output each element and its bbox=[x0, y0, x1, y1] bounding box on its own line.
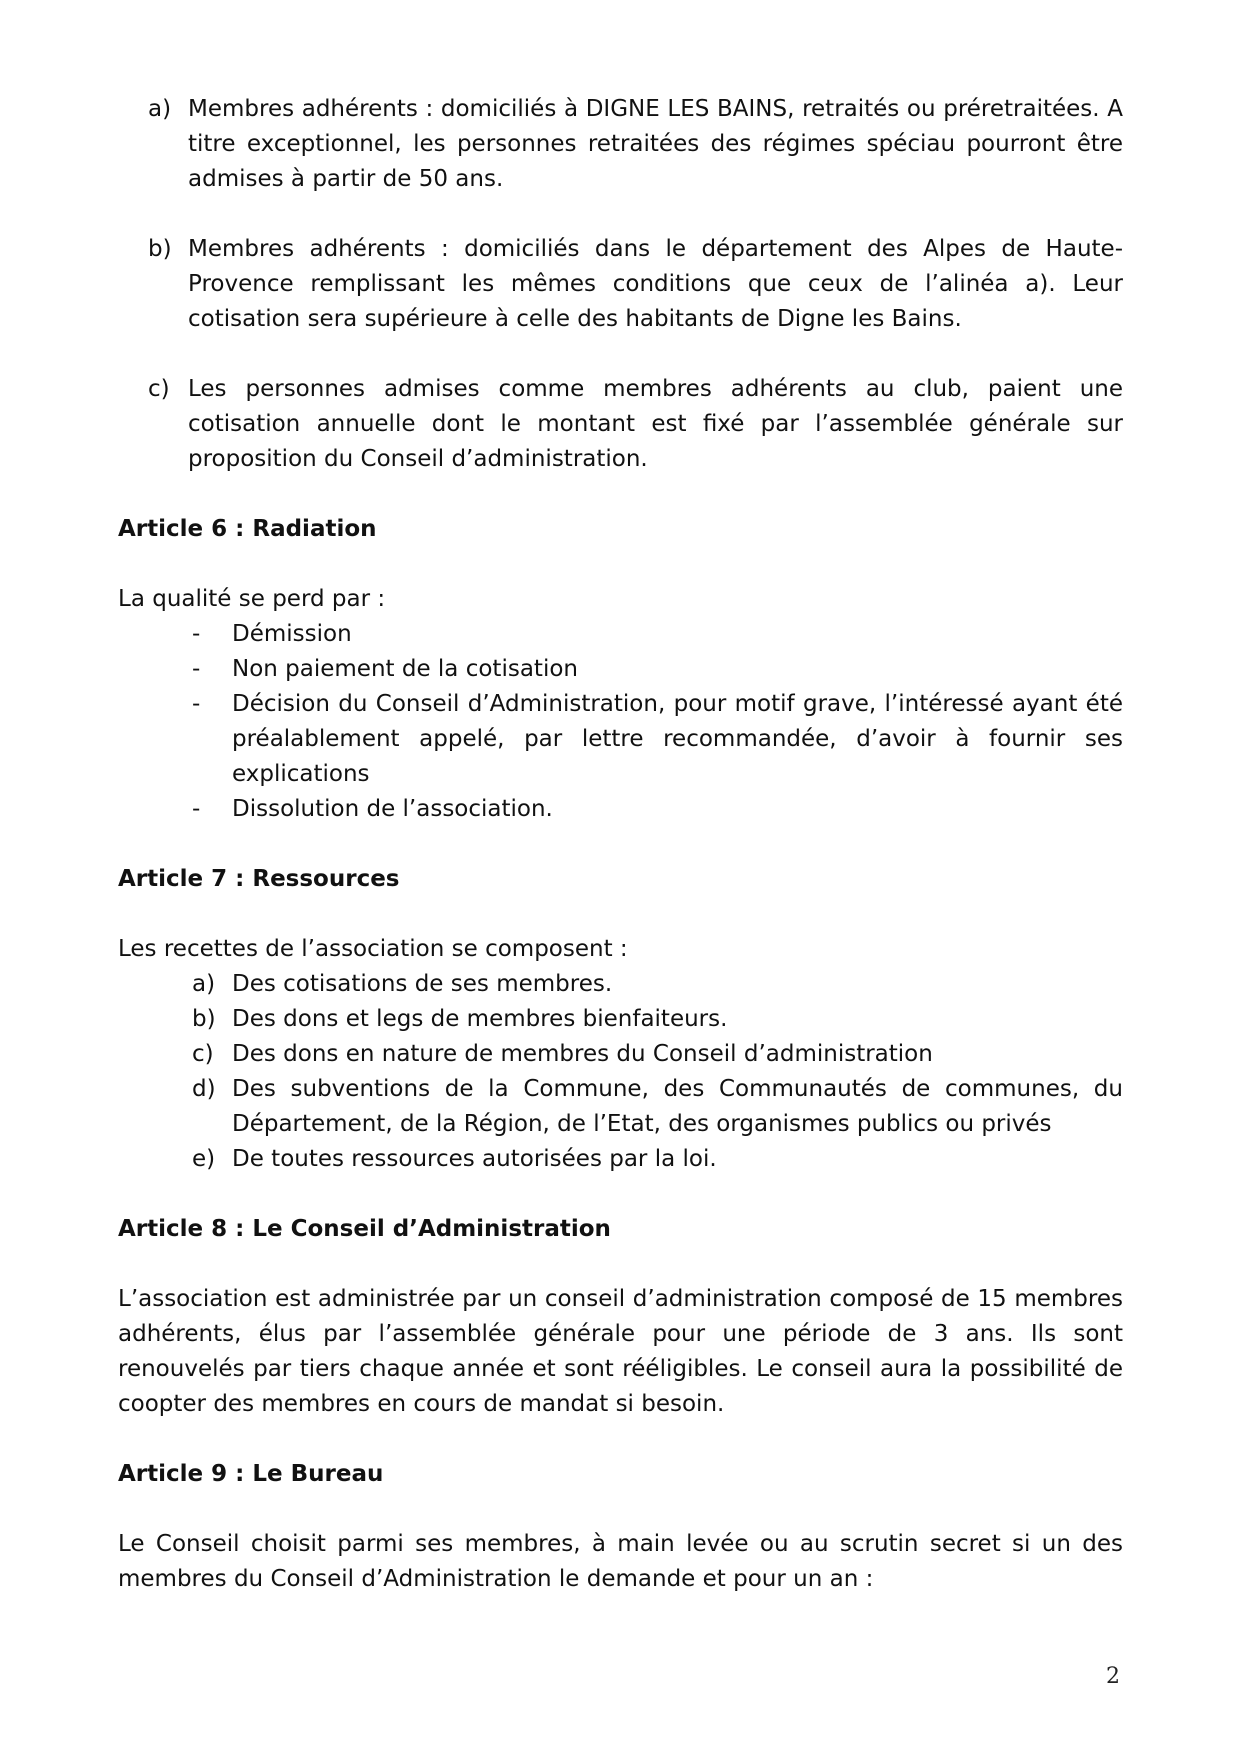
list-item bbox=[118, 372, 1123, 477]
list-item-text: Les personnes admises comme membres adhérents au club, paient une cotisation annuelle dont le montant est fixé par l’assemblée générale sur proposition du Conseil d’administration. bbox=[188, 376, 1123, 472]
list-item-text: Des subventions de la Commune, des Communautés de communes, du Département, de la Région, de l’Etat, des organismes publics ou privés bbox=[232, 1076, 1123, 1137]
article-7-intro: Les recettes de l’association se composent : bbox=[118, 936, 628, 962]
article-6-section bbox=[118, 512, 1123, 827]
article-9-body: Le Conseil choisit parmi ses membres, à main levée ou au scrutin secret si un des membres du Conseil d’Administration le demande et pour un an : bbox=[118, 1531, 1123, 1592]
article-9-heading: Article 9 : Le Bureau bbox=[118, 1461, 384, 1487]
list-marker: b) bbox=[192, 1006, 216, 1032]
list-marker: b) bbox=[148, 236, 172, 262]
article-8-heading: Article 8 : Le Conseil d’Administration bbox=[118, 1216, 611, 1242]
list-marker: - bbox=[192, 796, 201, 822]
page-content bbox=[118, 92, 1123, 1597]
article-6-heading: Article 6 : Radiation bbox=[118, 516, 377, 542]
list-marker: - bbox=[192, 621, 201, 647]
article-7-section bbox=[118, 862, 1123, 1177]
list-item bbox=[118, 232, 1123, 337]
list-marker: c) bbox=[148, 376, 170, 402]
list-marker: d) bbox=[192, 1076, 216, 1102]
list-item-text: Membres adhérents : domiciliés à DIGNE LES BAINS, retraités ou préretraitées. A titre exceptionnel, les personnes retraitées des régimes spéciau pourront être admises à partir de 50 ans. bbox=[188, 96, 1123, 192]
list-item bbox=[118, 967, 1123, 1002]
list-marker: e) bbox=[192, 1146, 216, 1172]
list-item-text: Décision du Conseil d’Administration, pour motif grave, l’intéressé ayant été préalablement appelé, par lettre recommandée, d’avoir à fournir ses explications bbox=[232, 691, 1123, 787]
list-item bbox=[118, 652, 1123, 687]
list-item-text: Membres adhérents : domiciliés dans le département des Alpes de Haute-Provence remplissant les mêmes conditions que ceux de l’alinéa a). Leur cotisation sera supérieure à celle des habitants de Digne les Bains. bbox=[188, 236, 1123, 332]
article-7-heading: Article 7 : Ressources bbox=[118, 866, 400, 892]
list-item bbox=[118, 687, 1123, 792]
article-9-section bbox=[118, 1457, 1123, 1597]
list-item-text: Non paiement de la cotisation bbox=[232, 656, 578, 682]
list-item bbox=[118, 792, 1123, 827]
list-marker: c) bbox=[192, 1041, 214, 1067]
page-number: 2 bbox=[1106, 1664, 1120, 1689]
article-7-list bbox=[118, 967, 1123, 1177]
list-item-text: Dissolution de l’association. bbox=[232, 796, 553, 822]
list-item bbox=[118, 1142, 1123, 1177]
list-item bbox=[118, 92, 1123, 197]
article-6-intro: La qualité se perd par : bbox=[118, 586, 386, 612]
list-marker: - bbox=[192, 656, 201, 682]
list-item bbox=[118, 1002, 1123, 1037]
list-item-text: Des dons et legs de membres bienfaiteurs. bbox=[232, 1006, 728, 1032]
list-item-text: De toutes ressources autorisées par la loi. bbox=[232, 1146, 717, 1172]
list-marker: a) bbox=[148, 96, 172, 122]
list-item-text: Des dons en nature de membres du Conseil d’administration bbox=[232, 1041, 933, 1067]
article-8-body: L’association est administrée par un conseil d’administration composé de 15 membres adhérents, élus par l’assemblée générale pour une période de 3 ans. Ils sont renouvelés par tiers chaque année et sont rééligibles. Le conseil aura la possibilité de coopter des membres en cours de mandat si besoin. bbox=[118, 1286, 1123, 1417]
list-item-text: Des cotisations de ses membres. bbox=[232, 971, 613, 997]
list-marker: a) bbox=[192, 971, 216, 997]
list-item bbox=[118, 1072, 1123, 1142]
list-item bbox=[118, 617, 1123, 652]
list-marker: - bbox=[192, 691, 201, 717]
list-item bbox=[118, 1037, 1123, 1072]
list-item-text: Démission bbox=[232, 621, 352, 647]
intro-list bbox=[118, 92, 1123, 477]
article-8-section bbox=[118, 1212, 1123, 1422]
